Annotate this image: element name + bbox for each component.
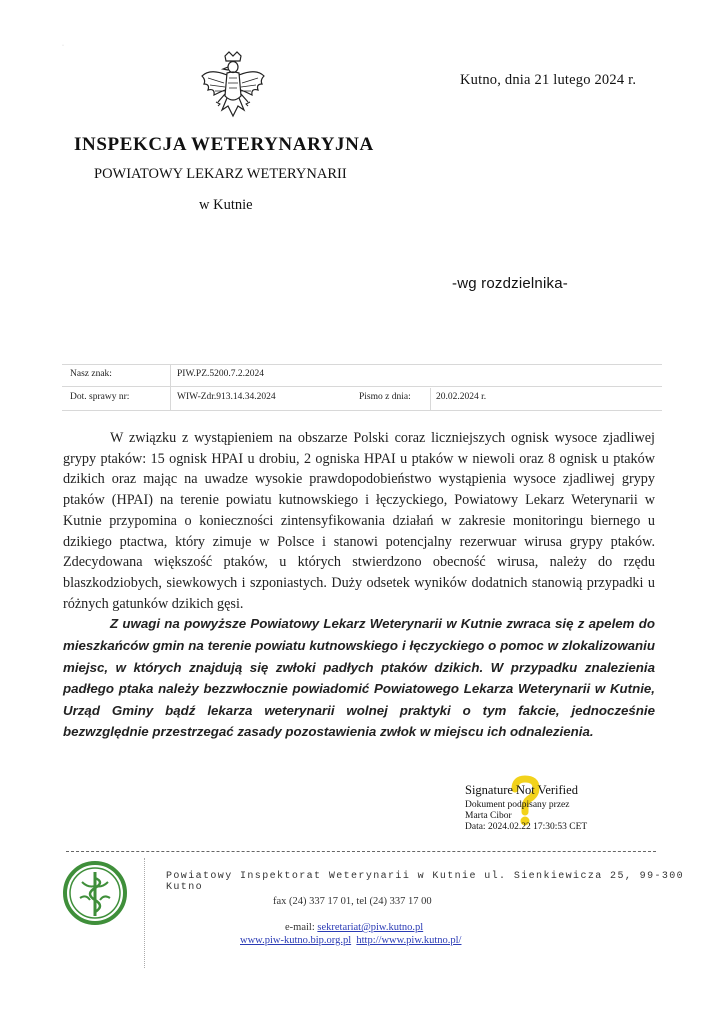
footer-divider bbox=[66, 851, 656, 852]
signature-status: Signature Not Verified bbox=[465, 783, 578, 797]
recipient: -wg rozdzielnika- bbox=[452, 275, 568, 292]
letter-body bbox=[63, 428, 655, 743]
letter-date: Kutno, dnia 21 lutego 2024 r. bbox=[460, 72, 637, 88]
footer-email-label: e-mail: bbox=[285, 922, 318, 933]
footer-phone: fax (24) 337 17 01, tel (24) 337 17 00 bbox=[273, 896, 432, 907]
letter-date-value: 20.02.2024 r. bbox=[436, 392, 487, 402]
our-ref-value: PIW.PZ.5200.7.2.2024 bbox=[177, 369, 265, 379]
case-label: Dot. sprawy nr: bbox=[70, 392, 130, 402]
signature-signed-by-label: Dokument podpisany przez bbox=[465, 800, 570, 810]
office-name: INSPEKCJA WETERYNARYJNA bbox=[74, 134, 374, 155]
footer-vertical-divider bbox=[144, 858, 145, 968]
letter-date-label: Pismo z dnia: bbox=[359, 392, 411, 402]
body-paragraph-2-appeal: Z uwagi na powyższe Powiatowy Lekarz Weterynarii w Kutnie zwraca się z apelem do mieszkańców gmin na terenie powiatu kutnowskiego i łęczyckiego o pomoc w zlokalizowaniu miejsc, w których znajdują się zwłoki padłych ptaków dzikich. W przypadku znalezienia padłego ptaka należy bezzwłocznie powiadomić Powiatowego Lekarza Weterynarii w Kutnie, Urząd Gminy bądź lekarza weterynarii wolnej praktyki o tym fakcie, jednocześnie bezwzględnie przestrzegać zasady pozostawienia zwłok w miejscu ich odnalezienia. bbox=[63, 616, 655, 740]
our-ref-label: Nasz znak: bbox=[70, 369, 112, 379]
footer-email-row bbox=[285, 922, 423, 933]
footer-address: Powiatowy Inspektorat Weterynarii w Kutnie ul. Sienkiewicza 25, 99-300 Kutno bbox=[166, 871, 685, 893]
footer-bip-link[interactable]: www.piw-kutno.bip.org.pl bbox=[240, 935, 352, 946]
reference-table bbox=[62, 364, 662, 412]
footer-website-link[interactable]: http://www.piw.kutno.pl/ bbox=[356, 935, 462, 946]
office-city: w Kutnie bbox=[199, 197, 253, 213]
footer-email-link[interactable]: sekretariat@piw.kutno.pl bbox=[317, 922, 424, 933]
polish-eagle-emblem bbox=[198, 50, 268, 130]
case-value: WIW-Zdr.913.14.34.2024 bbox=[177, 392, 276, 402]
signature-signer-name: Marta Cibor bbox=[465, 811, 512, 821]
signature-block bbox=[465, 783, 665, 833]
office-subtitle: POWIATOWY LEKARZ WETERYNARII bbox=[94, 166, 347, 182]
veterinary-inspection-logo bbox=[60, 858, 130, 928]
signature-date: Data: 2024.02.22 17:30:53 CET bbox=[465, 822, 588, 832]
scan-mark: · bbox=[62, 43, 64, 49]
footer-links bbox=[240, 935, 461, 946]
body-paragraph-1: W związku z wystąpieniem na obszarze Polski coraz liczniejszych ognisk wysoce zjadliwej grypy ptaków: 15 ognisk HPAI u drobiu, 2 ogniska HPAI u ptaków w niewoli oraz 8 ognisk u ptaków dzikich oraz mając na uwadze wysokie prawdopodobieństwo wystąpienia wysoce zjadliwej grypy ptaków (HPAI) na terenie powiatu kutnowskiego i łęczyckiego, Powiatowy Lekarz Weterynarii w Kutnie przypomina o konieczności zintensyfikowania działań w zakresie monitoringu biernego u dzikiego ptactwa, który zimuje w Polsce i stanowi potencjalny rezerwuar wirusa grypy ptaków. Zdecydowana większość ptaków, u których stwierdzono obecność wirusa, należy do rzędu blaszkodziobych, siewkowych i szponiastych. Duży odsetek wyników dodatnich stanowią przypadki u różnych gatunków dzikich gęsi. bbox=[63, 430, 655, 612]
